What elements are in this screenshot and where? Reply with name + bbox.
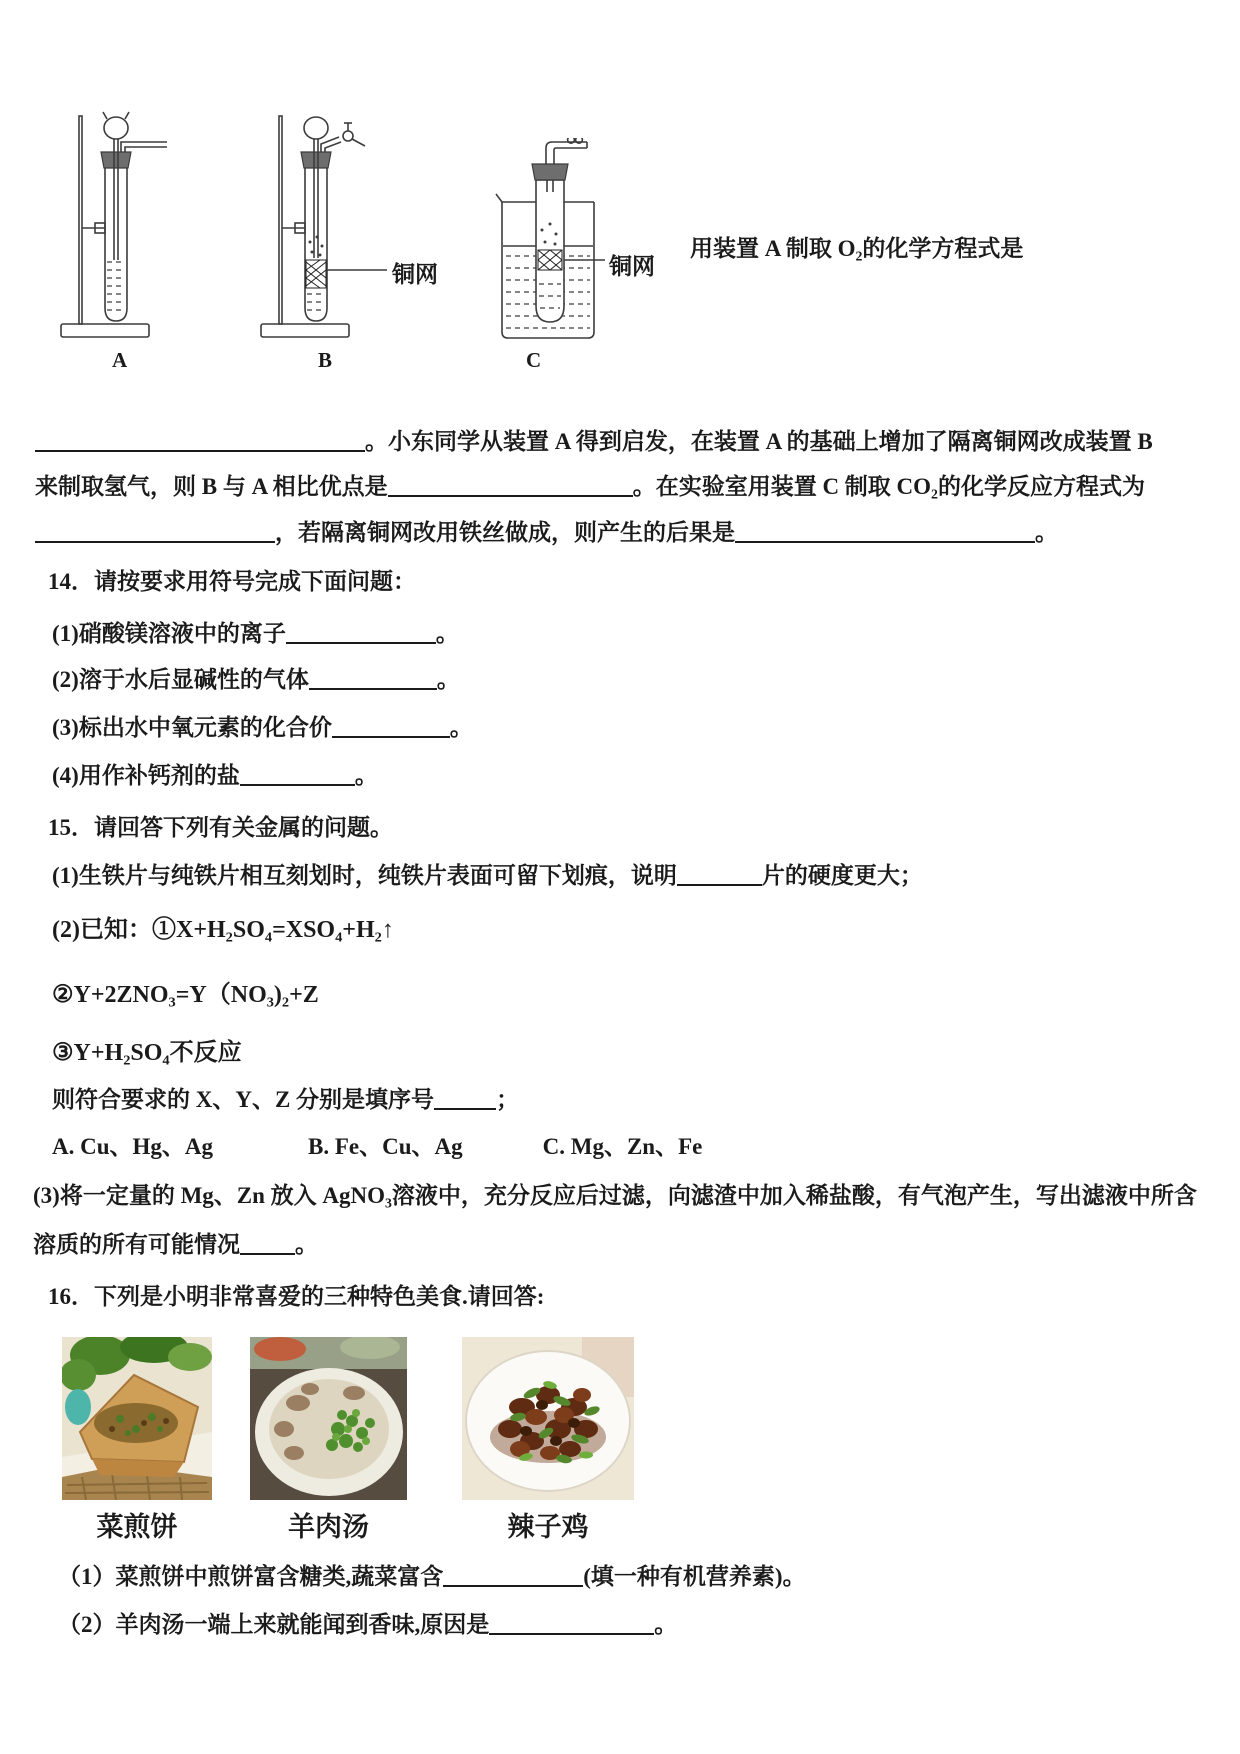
q16-item-1-post: (填一种有机营养素)。: [583, 1564, 806, 1589]
option-a: A. Cu、Hg、Ag: [52, 1134, 214, 1159]
q13-line3-post: 。: [1035, 520, 1058, 545]
q13-line2-pre: 来制取氢气，则 B 与 A 相比优点是: [35, 474, 388, 499]
food-caption-laziji: 辣子鸡: [507, 1512, 589, 1542]
q15-options: [52, 1133, 702, 1162]
q14-item-1: [52, 620, 459, 649]
q14-item-2: [52, 666, 460, 695]
q14-item-4: [52, 762, 378, 791]
q16-item-2-pre: （2）羊肉汤一端上来就能闻到香味,原因是: [58, 1612, 490, 1637]
copper-mesh-label-b: 铜网: [392, 262, 438, 287]
q14-title: 14．请按要求用符号完成下面问题：: [48, 569, 416, 594]
food-image-laziji: [462, 1337, 634, 1500]
apparatus-a-figure: [55, 110, 175, 345]
q13-line1: [35, 428, 1153, 457]
q15-item-3-line1: (3)将一定量的 Mg、Zn 放入 AgNO₃溶液中，充分反应后过滤，向滤渣中加入稀盐酸，有气泡产生，写出滤液中所含: [33, 1183, 1197, 1208]
q13-line2-post: 。在实验室用装置 C 制取 CO₂的化学反应方程式为: [632, 474, 1145, 499]
blank-line: [489, 1619, 654, 1635]
q16-item-2: [58, 1611, 677, 1640]
q13-line3-mid: ，若隔离铜网改用铁丝做成，则产生的后果是: [275, 520, 735, 545]
option-b: B. Fe、Cu、Ag: [308, 1134, 463, 1159]
blank-line: [735, 527, 1035, 543]
apparatus-c-figure: [492, 138, 607, 343]
q15-item-3-line2-pre: 溶质的所有可能情况: [33, 1232, 240, 1257]
q15-item-1-post: 片的硬度更大；: [761, 863, 923, 888]
q15-equation-3: ③Y+H₂SO₄不反应: [52, 1040, 242, 1066]
q14-item-2-end: 。: [436, 667, 460, 692]
q15-item-3-line2: [33, 1231, 318, 1260]
q15-pick-post: ；: [496, 1087, 520, 1112]
q15-item-1-pre: (1)生铁片与纯铁片相互刻划时，纯铁片表面可留下划痕，说明: [52, 863, 677, 888]
q13-line3: [35, 519, 1058, 548]
q15-equation-2: ②Y+2ZNO₃=Y（NO₃)₂+Z: [52, 982, 319, 1008]
q16-item-1: [58, 1563, 806, 1592]
q14-item-1-text: (1)硝酸镁溶液中的离子: [52, 621, 286, 646]
blank-line: [240, 1239, 295, 1255]
q15-item-3-line2-post: 。: [295, 1232, 318, 1257]
option-c: C. Mg、Zn、Fe: [542, 1134, 703, 1159]
q14-item-4-end: 。: [354, 763, 378, 788]
food-image-yangroutang: [250, 1337, 407, 1500]
blank-line: [240, 770, 355, 786]
blank-line: [286, 628, 436, 644]
q14-item-1-end: 。: [435, 621, 459, 646]
blank-line: [434, 1094, 496, 1110]
blank-line: [35, 527, 275, 543]
q15-pick-line: [52, 1086, 519, 1115]
blank-line: [443, 1571, 583, 1587]
figure-label-a: A: [112, 348, 128, 372]
blank-line: [35, 436, 365, 452]
food-image-caijianbing: [62, 1337, 212, 1500]
figure-label-c: C: [526, 348, 542, 372]
q14-item-3-text: (3)标出水中氧元素的化合价: [52, 715, 332, 740]
q15-item-1: [52, 862, 923, 891]
q13-line2: [35, 473, 1145, 502]
blank-line: [309, 674, 437, 690]
q13-line1-text: 。小东同学从装置 A 得到启发，在装置 A 的基础上增加了隔离铜网改成装置 B: [365, 429, 1153, 454]
food-caption-caijianbing: 菜煎饼: [96, 1512, 178, 1542]
blank-line: [388, 481, 633, 497]
figure-label-b: B: [318, 348, 333, 372]
q16-item-1-pre: （1）菜煎饼中煎饼富含糖类,蔬菜富含: [58, 1564, 444, 1589]
apparatus-b-figure: [255, 110, 390, 345]
copper-mesh-label-c: 铜网: [609, 254, 655, 279]
q14-item-3-end: 。: [449, 715, 473, 740]
q14-item-3: [52, 714, 473, 743]
blank-line: [677, 870, 762, 886]
q14-item-4-text: (4)用作补钙剂的盐: [52, 763, 240, 788]
q15-equation-1: (2)已知：①X+H₂SO₄=XSO₄+H₂↑: [52, 917, 394, 943]
q15-title: 15．请回答下列有关金属的问题。: [48, 815, 393, 840]
q16-item-2-post: 。: [654, 1612, 678, 1637]
q14-item-2-text: (2)溶于水后显碱性的气体: [52, 667, 309, 692]
food-caption-yangroutang: 羊肉汤: [288, 1512, 369, 1542]
q15-pick-pre: 则符合要求的 X、Y、Z 分别是填序号: [52, 1087, 435, 1112]
figure-side-note: 用装置 A 制取 O₂的化学方程式是: [690, 236, 1024, 261]
blank-line: [332, 722, 450, 738]
q16-title: 16．下列是小明非常喜爱的三种特色美食.请回答:: [48, 1284, 545, 1309]
